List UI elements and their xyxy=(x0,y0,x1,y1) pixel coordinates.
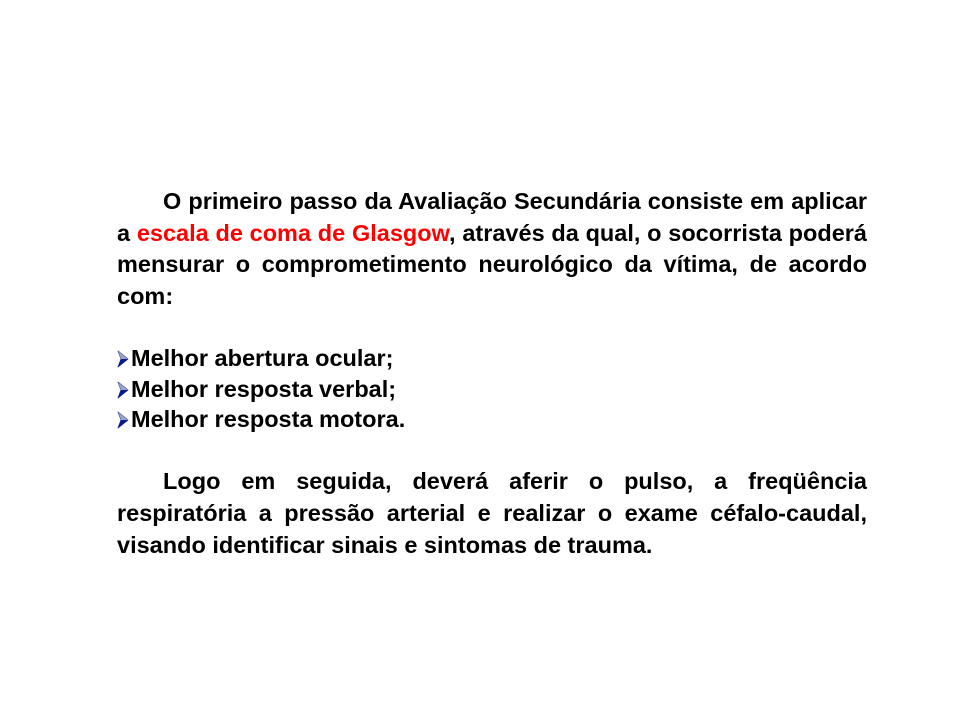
arrow-bullet-icon xyxy=(117,350,129,368)
list-item-label: Melhor resposta motora. xyxy=(131,406,406,433)
arrow-bullet-icon xyxy=(117,381,129,399)
followup-paragraph: Logo em seguida, deverá aferir o pulso, a freqüência respiratória a pressão arterial e realizar o exame céfalo-caudal, visando identificar sinais e sintomas de trauma. xyxy=(117,468,867,558)
spacer xyxy=(117,435,867,466)
list-item xyxy=(117,344,867,375)
slide-content xyxy=(117,186,867,561)
intro-text-end: , através da qual, o socorrista poderá mensurar o comprometimento neurológico da vítima, de acordo com: xyxy=(117,219,867,310)
glasgow-criteria-list xyxy=(117,344,867,436)
arrow-bullet-icon xyxy=(117,411,129,429)
list-item-label: Melhor resposta verbal; xyxy=(131,375,397,402)
list-item-label: Melhor abertura ocular; xyxy=(131,345,394,372)
glasgow-scale-highlight: escala de coma de Glasgow xyxy=(136,219,450,246)
list-item xyxy=(117,405,867,436)
spacer xyxy=(117,313,867,344)
intro-paragraph xyxy=(117,186,867,313)
intro-text-start: O primeiro passo da Avaliação Secundária consiste em aplicar a xyxy=(117,188,867,246)
list-item xyxy=(117,374,867,405)
